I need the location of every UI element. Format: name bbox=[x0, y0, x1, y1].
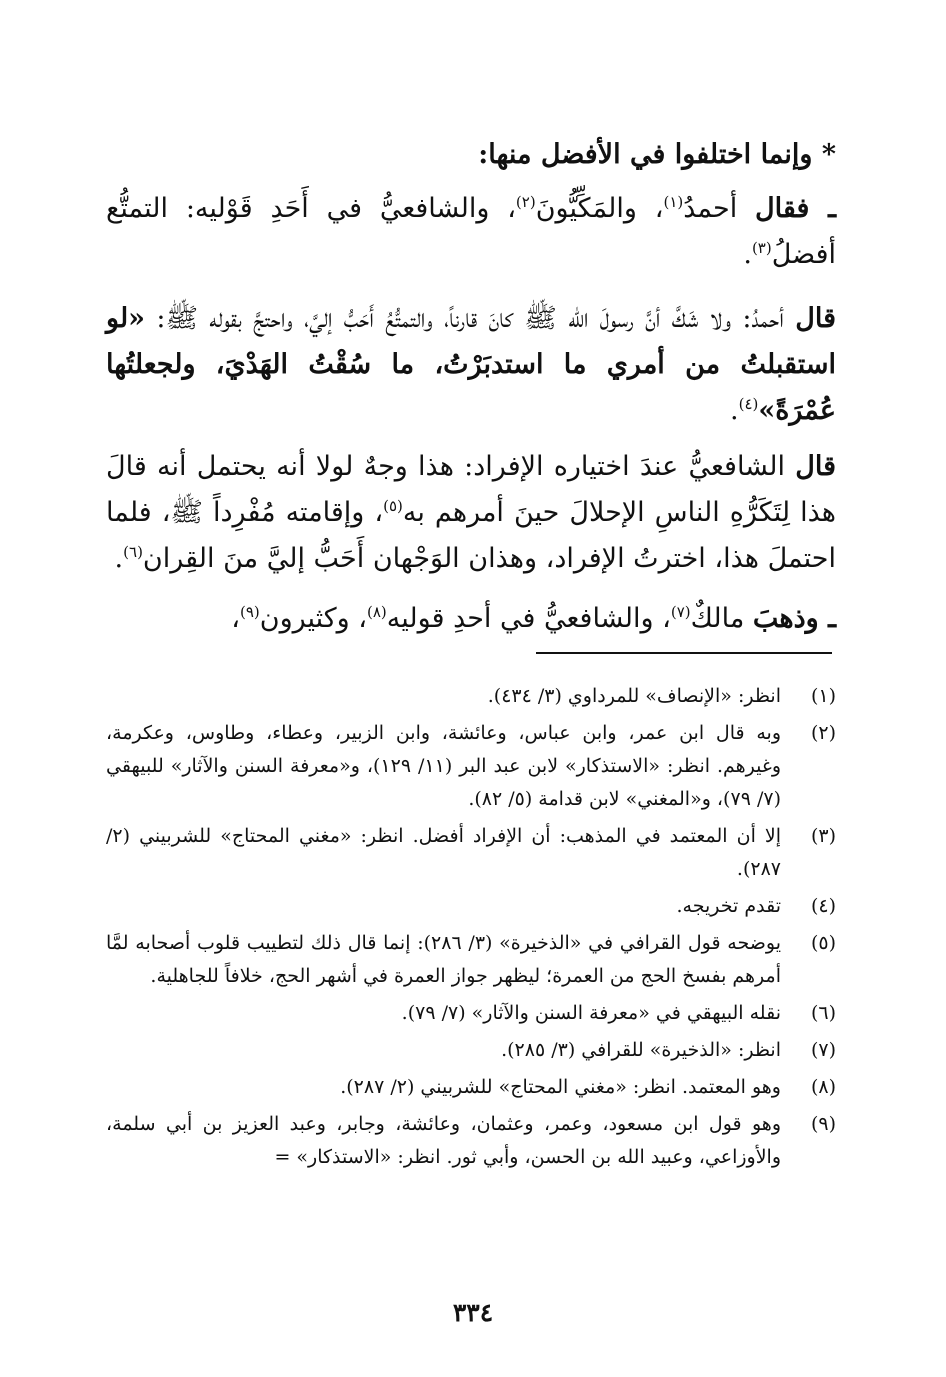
paragraph-3 bbox=[106, 444, 836, 582]
footnote-text: وهو قول ابن مسعود، وعمر، وعثمان، وعائشة، وجابر، وعبد العزيز بن أبي سلمة، والأوزاعي، وعبيد الله بن الحسن، وأبي ثور. انظر: «الاستذكار» = bbox=[106, 1113, 781, 1168]
footnote-text: يوضحه قول القرافي في «الذخيرة» (٣/ ٢٨٦): إنما قال ذلك لتطييب قلوب أصحابه لمَّا أمرهم بفسخ الحج من العمرة؛ ليظهر جواز العمرة في أشهر الحج، خلافاً للجاهلية. bbox=[106, 932, 781, 987]
paragraph-text: ، والمَكِّيُّونَ bbox=[535, 193, 664, 224]
paragraph-lead: ـ فقال bbox=[755, 193, 836, 224]
footnote-item bbox=[106, 680, 836, 713]
paragraph-text: أحمدُ bbox=[683, 193, 756, 224]
footnote-item bbox=[106, 1034, 836, 1067]
footnote-ref[interactable]: (٧) bbox=[670, 603, 691, 621]
footnote-text: تقدم تخريجه. bbox=[676, 895, 781, 917]
footnote-item bbox=[106, 1071, 836, 1104]
footnote-item bbox=[106, 1108, 836, 1174]
paragraph-text: . bbox=[114, 543, 124, 574]
footnote-number: (١) bbox=[810, 685, 836, 707]
footnote-ref[interactable]: (٢) bbox=[515, 193, 536, 211]
hadith-quote: «لو استقبلتُ من أمري ما استدبَرْتُ، ما سُقْتُ الهَدْيَ، ولجعلتُها عُمْرَةً» bbox=[106, 303, 836, 426]
footnote-ref[interactable]: (٦) bbox=[123, 543, 143, 561]
footnote-ref[interactable]: (٨) bbox=[367, 603, 387, 621]
footnote-item bbox=[106, 717, 836, 816]
footnote-number: (٦) bbox=[810, 1002, 836, 1024]
paragraph-1 bbox=[106, 186, 836, 278]
paragraph-lead: قال bbox=[795, 451, 836, 482]
paragraph-text: . bbox=[729, 395, 739, 426]
footnote-ref[interactable]: (٩) bbox=[239, 603, 260, 621]
footnote-text: انظر: «الذخيرة» للقرافي (٣/ ٢٨٥). bbox=[501, 1039, 781, 1061]
footnote-ref[interactable]: (٣) bbox=[751, 239, 772, 257]
paragraph-text: أحمدُ: ولا شَكَّ أنَّ رسولَ الله ﷺ كانَ قارناً، والتمتُّعُ أَحَبُّ إليَّ، واحتجَّ بقوله ﷺ: bbox=[145, 303, 796, 334]
paragraph-text: ، والشافعيُّ في أحدِ قوليه bbox=[386, 603, 671, 634]
footnote-ref[interactable]: (١) bbox=[663, 193, 684, 211]
page-number: ٣٣٤ bbox=[452, 1298, 494, 1327]
paragraph-text: الشافعيُّ عندَ اختياره الإفراد: هذا وجهٌ لولا أنه يحتمل أنه قالَ هذا لِتَكَرُّهِ الناسِ الإحلالَ حينَ أمرهم به bbox=[106, 451, 836, 528]
footnote-ref[interactable]: (٤) bbox=[738, 395, 759, 413]
footnote-number: (٨) bbox=[810, 1076, 836, 1098]
footnote-text: نقله البيهقي في «معرفة السنن والآثار» (٧/ ٧٩). bbox=[401, 1002, 781, 1024]
footnote-item bbox=[106, 997, 836, 1030]
footnote-number: (٤) bbox=[810, 895, 836, 917]
section-heading: * وإنما اختلفوا في الأفضل منها: bbox=[478, 139, 836, 170]
footnote-ref[interactable]: (٥) bbox=[383, 497, 403, 515]
footnote-number: (٩) bbox=[810, 1113, 836, 1135]
footnote-text: انظر: «الإنصاف» للمرداوي (٣/ ٤٣٤). bbox=[487, 685, 781, 707]
paragraph-text: مالكٌ bbox=[690, 603, 753, 634]
footnote-number: (٥) bbox=[810, 932, 836, 954]
footnotes bbox=[106, 680, 836, 1178]
footnote-item bbox=[106, 890, 836, 923]
paragraph-text: ، bbox=[231, 603, 240, 634]
footnote-text: وهو المعتمد. انظر: «مغني المحتاج» للشربيني (٢/ ٢٨٧). bbox=[340, 1076, 781, 1098]
paragraph-lead: ـ وذهبَ bbox=[752, 603, 836, 634]
paragraph-4 bbox=[106, 596, 836, 642]
paragraph-lead: قال bbox=[795, 303, 836, 334]
footnote-item bbox=[106, 927, 836, 993]
footnote-text: إلا أن المعتمد في المذهب: أن الإفراد أفضل. انظر: «مغني المحتاج» للشربيني (٢/ ٢٨٧). bbox=[106, 825, 781, 880]
footnote-item bbox=[106, 820, 836, 886]
footnote-number: (٢) bbox=[810, 722, 836, 744]
footnote-number: (٣) bbox=[810, 825, 836, 847]
footnote-number: (٧) bbox=[810, 1039, 836, 1061]
paragraph-text: ، وإقامته مُفْرِداً ﷺ، فلما احتملَ هذا، اخترتُ الإفراد، وهذان الوَجْهان أَحَبُّ إليَّ منَ القِران bbox=[106, 497, 836, 574]
paragraph-2 bbox=[106, 296, 836, 434]
paragraph-text: . bbox=[743, 239, 752, 270]
footnote-divider bbox=[536, 652, 832, 654]
footnote-text: وبه قال ابن عمر، وابن عباس، وعائشة، وابن الزبير، وعطاء، وطاوس، وعكرمة، وغيرهم. انظر: «الاستذكار» لابن عبد البر (١١/ ١٢٩)، و«معرفة السنن والآثار» للبيهقي (٧/ ٧٩)، و«المغني» لابن قدامة (٥/ ٨٢). bbox=[106, 722, 782, 810]
paragraph-text: ، وكثيرون bbox=[259, 603, 367, 634]
paragraph-text: ، والشافعيُّ في أَحَدِ قَوْليه: التمتُّع أفضلُ bbox=[106, 193, 836, 270]
